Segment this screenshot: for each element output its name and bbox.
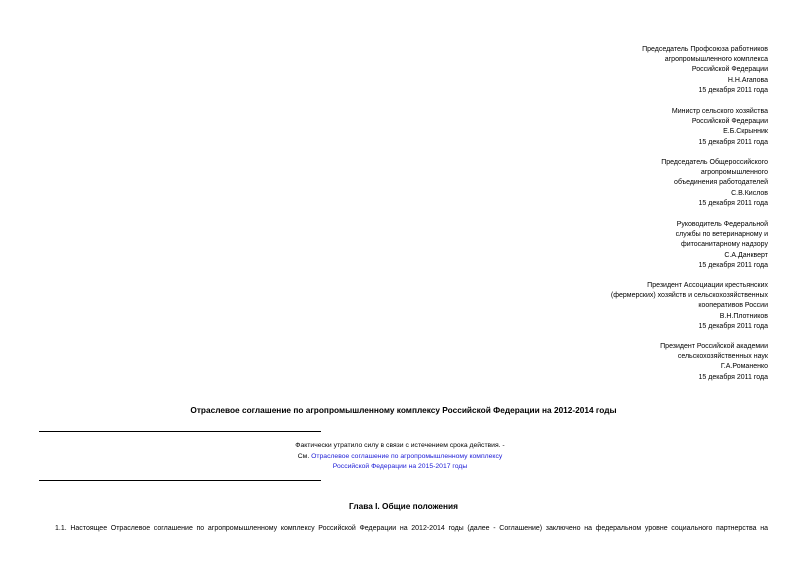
signatory-date: 15 декабря 2011 года <box>698 138 768 146</box>
signatory-line: Руководитель Федеральной <box>676 221 768 228</box>
notice-bottom-divider <box>39 480 321 481</box>
signatory-name: В.Н.Плотников <box>719 312 768 320</box>
signatory-name: С.А.Данкверт <box>724 251 768 259</box>
signatory-date: 15 декабря 2011 года <box>698 261 768 269</box>
status-notice <box>200 441 600 473</box>
signatory-block-vet-service <box>508 220 768 271</box>
successor-agreement-link-continued[interactable]: Российской Федерации на 2015-2017 годы <box>332 463 468 470</box>
signatory-line: службы по ветеринарному и <box>675 231 768 239</box>
signatory-date: 15 декабря 2011 года <box>698 199 768 207</box>
signatory-date: 15 декабря 2011 года <box>698 322 768 330</box>
signatory-date: 15 декабря 2011 года <box>698 86 768 94</box>
signatory-line: Председатель Профсоюза работников <box>642 46 768 53</box>
notice-link-line <box>200 462 600 473</box>
signatory-name: Е.Б.Скрынник <box>723 128 768 136</box>
signatory-name: С.В.Кислов <box>731 189 768 197</box>
signatory-line: кооперативов России <box>698 302 768 310</box>
signatory-name: Н.Н.Агапова <box>727 76 768 84</box>
document-title: Отраслевое соглашение по агропромышленному комплексу Российской Федерации на 2012-2014 годы <box>190 405 617 415</box>
signatory-line: сельскохозяйственных наук <box>677 353 768 361</box>
signatory-line: агропромышленного комплекса <box>664 56 768 64</box>
signatory-block-academy <box>508 342 768 383</box>
signatory-block-farmers-association <box>508 281 768 332</box>
signatory-line: Российской Федерации <box>691 66 768 74</box>
signatory-line: объединения работодателей <box>674 179 768 187</box>
paragraph-1-1: 1.1. Настоящее Отраслевое соглашение по агропромышленному комплексу Российской Федерации на 2012-2014 годы (далее - Соглашение) заключено на федеральном уровне социального партнерства на <box>55 525 768 532</box>
signatory-line: (фермерских) хозяйств и сельскохозяйственных <box>610 292 768 300</box>
notice-see-line <box>200 452 600 463</box>
signatory-line: фитосанитарному надзору <box>680 241 768 249</box>
notice-text: Фактически утратило силу в связи с истечением срока действия. - <box>295 442 505 449</box>
signatory-block-minister <box>508 107 768 148</box>
signatory-date: 15 декабря 2011 года <box>698 373 768 381</box>
chapter-heading: Глава I. Общие положения <box>349 501 458 511</box>
signatory-name: Г.А.Романенко <box>720 363 768 371</box>
signatory-line: агропромышленного <box>700 169 768 177</box>
signatory-line: Российской Федерации <box>691 118 768 126</box>
signatory-line: Министр сельского хозяйства <box>671 108 768 115</box>
successor-agreement-link[interactable]: Отраслевое соглашение по агропромышленному комплексу <box>311 452 503 460</box>
notice-top-divider <box>39 431 321 432</box>
notice-see-prefix: См. <box>297 452 312 460</box>
signatory-line: Президент Российской академии <box>660 343 768 350</box>
signatory-line: Президент Ассоциации крестьянских <box>647 282 768 289</box>
signatory-block-trade-union <box>508 45 768 96</box>
signatory-block-employers <box>508 158 768 209</box>
signatory-line: Председатель Общероссийского <box>661 159 768 166</box>
